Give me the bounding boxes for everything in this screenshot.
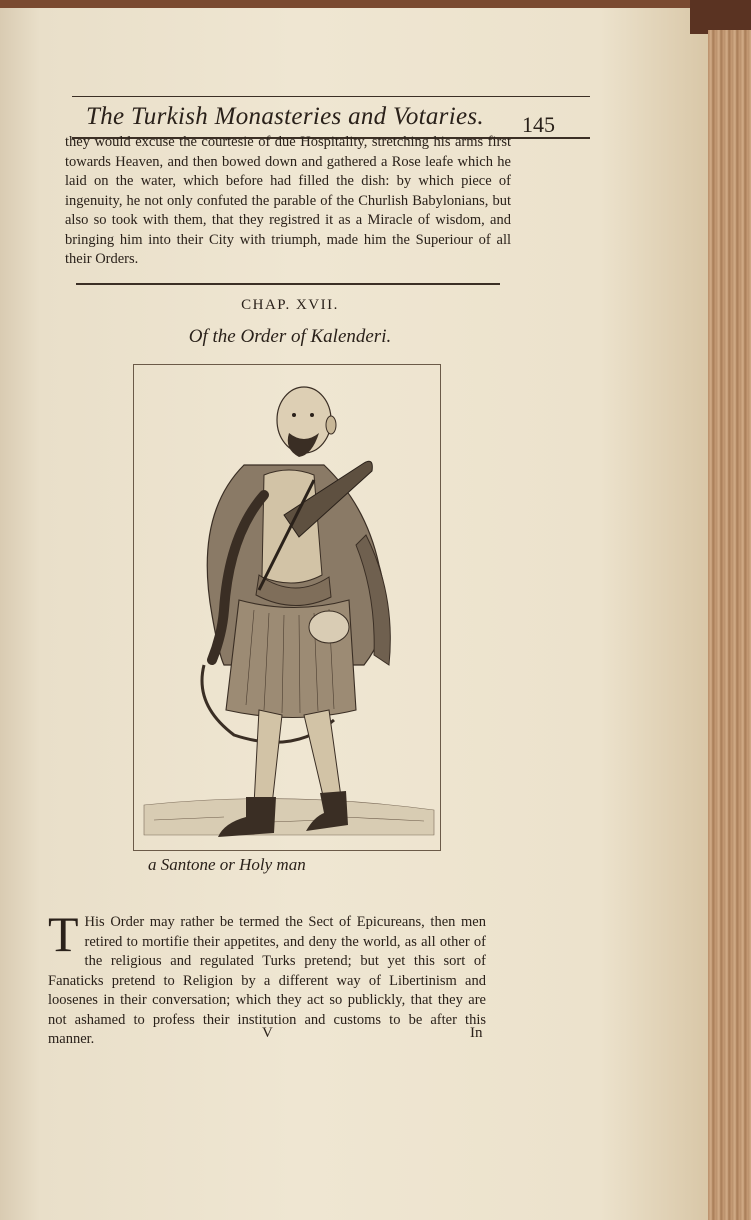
intro-paragraph: they would excuse the courtesie of due Hospitality, stretching his arms first towards Heaven, and then bowed down and gathered a Rose leafe which he laid on the water, which before had filled the dish: by which piece of ingenuity, he not only confuted the parable of the Churlish Babylonians, but also so took with them, that they registred it as a Miracle of wisdom, and bringing him into their City with triumph, made him the Superiour of all their Orders. <box>65 134 511 267</box>
book-cover-edge <box>690 0 751 34</box>
chapter-heading: CHAP. XVII. <box>241 297 339 313</box>
signature-mark: V <box>262 1025 273 1041</box>
catchword: In <box>470 1025 483 1041</box>
drop-cap: T <box>48 906 79 962</box>
running-header-title: The Turkish Monasteries and Votaries. <box>86 103 484 130</box>
page-number: 145 <box>522 112 555 137</box>
engraving-figure-icon <box>134 365 440 850</box>
engraving-plate <box>133 364 441 851</box>
page-edges <box>708 30 751 1220</box>
chapter-title: Of the Order of Kalenderi. <box>188 326 392 347</box>
section-rule <box>76 283 500 285</box>
plate-caption: a Santone or Holy man <box>148 855 306 874</box>
body-paragraph-text: His Order may rather be termed the Sect of Epicureans, then men retired to mortifie their appetites, and deny the world, as all other of the religious and regulated Turks pretend; but yet this sort of Fanaticks pretend to Religion by a different way of Libertinism and loosenes in their conversation; which they act so publickly, that they are not ashamed to profess their institution and customs to be after this manner. <box>48 914 486 1047</box>
